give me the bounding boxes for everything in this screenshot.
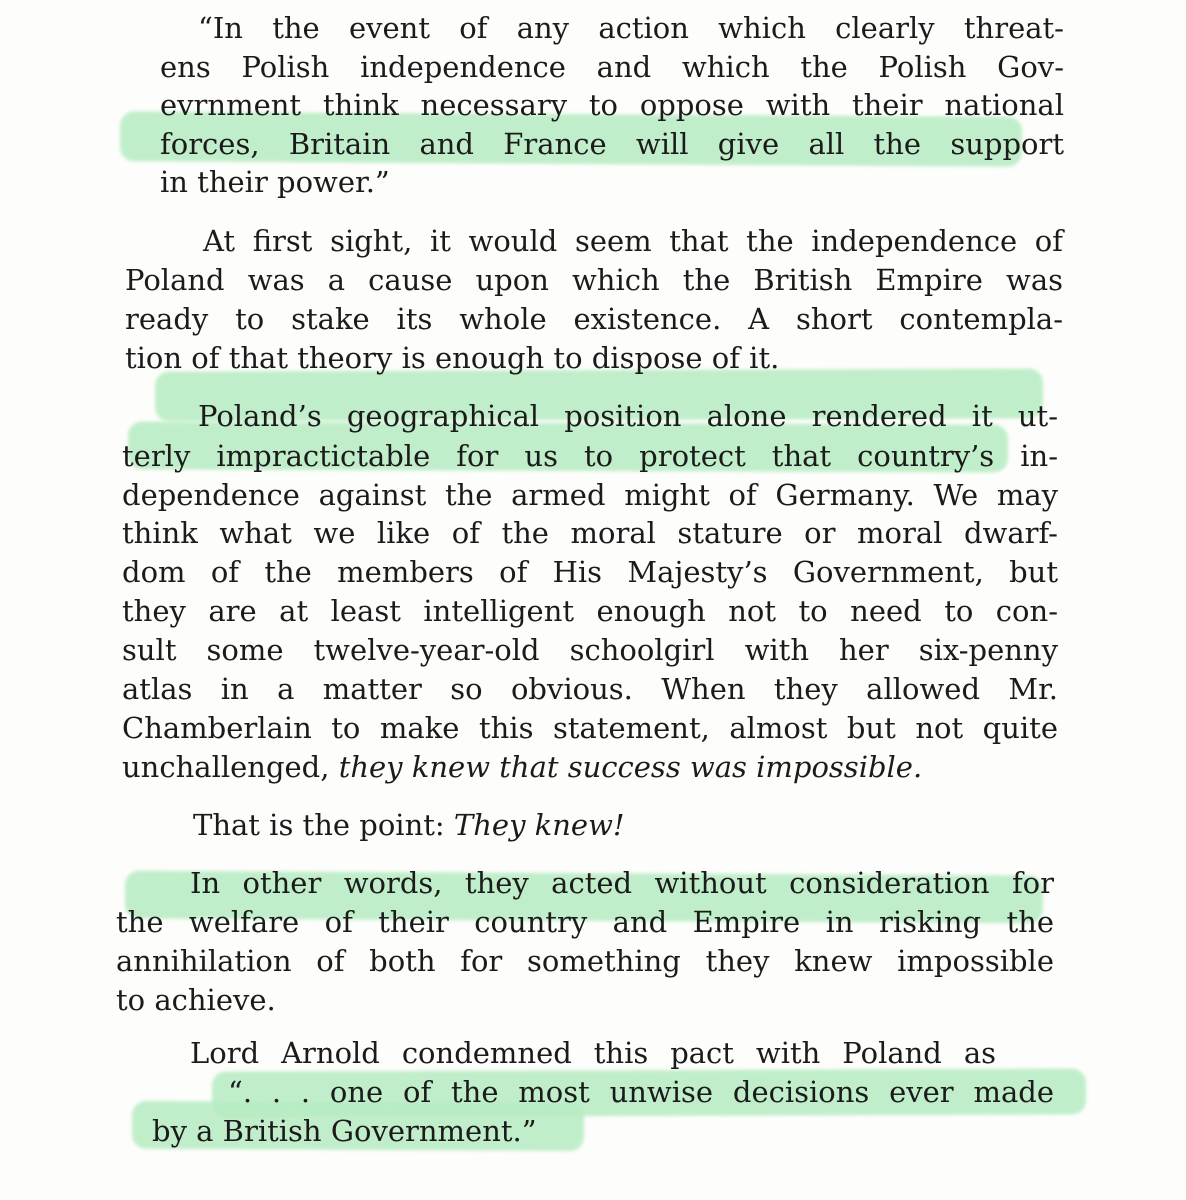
text-line: “. . . one of the most unwise decisions ever made xyxy=(228,1075,1054,1109)
text-line: sult some twelve-year-old schoolgirl with her six-penny xyxy=(122,633,1058,667)
text-line: think what we like of the moral stature or moral dwarf- xyxy=(122,516,1058,550)
text-line xyxy=(193,806,893,844)
text-line: annihilation of both for something they knew impossible xyxy=(116,944,1054,978)
text-line: terly impractictable for us to protect that country’s in- xyxy=(122,439,1058,473)
text-line: tion of that theory is enough to dispose of it. xyxy=(125,341,780,375)
text-line: At first sight, it would seem that the independence of xyxy=(203,224,1063,258)
text-line: they are at least intelligent enough not to need to con- xyxy=(122,594,1058,628)
text-line: the welfare of their country and Empire in risking the xyxy=(116,905,1054,939)
text-line: Poland’s geographical position alone rendered it ut- xyxy=(198,399,1058,433)
text-line: Poland was a cause upon which the British Empire was xyxy=(125,263,1063,297)
text-line: to achieve. xyxy=(116,983,276,1017)
text-line: evrnment think necessary to oppose with their national xyxy=(160,88,1064,122)
text-line: dom of the members of His Majesty’s Government, but xyxy=(122,555,1058,589)
text-line: forces, Britain and France will give all the support xyxy=(160,127,1064,161)
text-line: Lord Arnold condemned this pact with Poland as xyxy=(190,1036,996,1070)
text-line: by a British Government.” xyxy=(152,1114,537,1148)
text-line: in their power.” xyxy=(160,165,390,199)
text-line: atlas in a matter so obvious. When they allowed Mr. xyxy=(122,672,1058,706)
text-emphasis: They knew! xyxy=(453,808,625,842)
text-line: dependence against the armed might of Germany. We may xyxy=(122,478,1058,512)
text-plain: unchallenged, xyxy=(122,750,339,784)
text-line: ens Polish independence and which the Polish Gov- xyxy=(160,50,1064,84)
text-line: Chamberlain to make this statement, almost but not quite xyxy=(122,711,1058,745)
text-plain: That is the point: xyxy=(193,808,454,842)
text-line: “In the event of any action which clearly threat- xyxy=(198,11,1064,45)
text-line xyxy=(122,748,1058,786)
text-emphasis: they knew that success was impossible. xyxy=(338,750,923,784)
text-line: ready to stake its whole existence. A short contempla- xyxy=(125,302,1063,336)
text-line: In other words, they acted without consideration for xyxy=(190,866,1054,900)
